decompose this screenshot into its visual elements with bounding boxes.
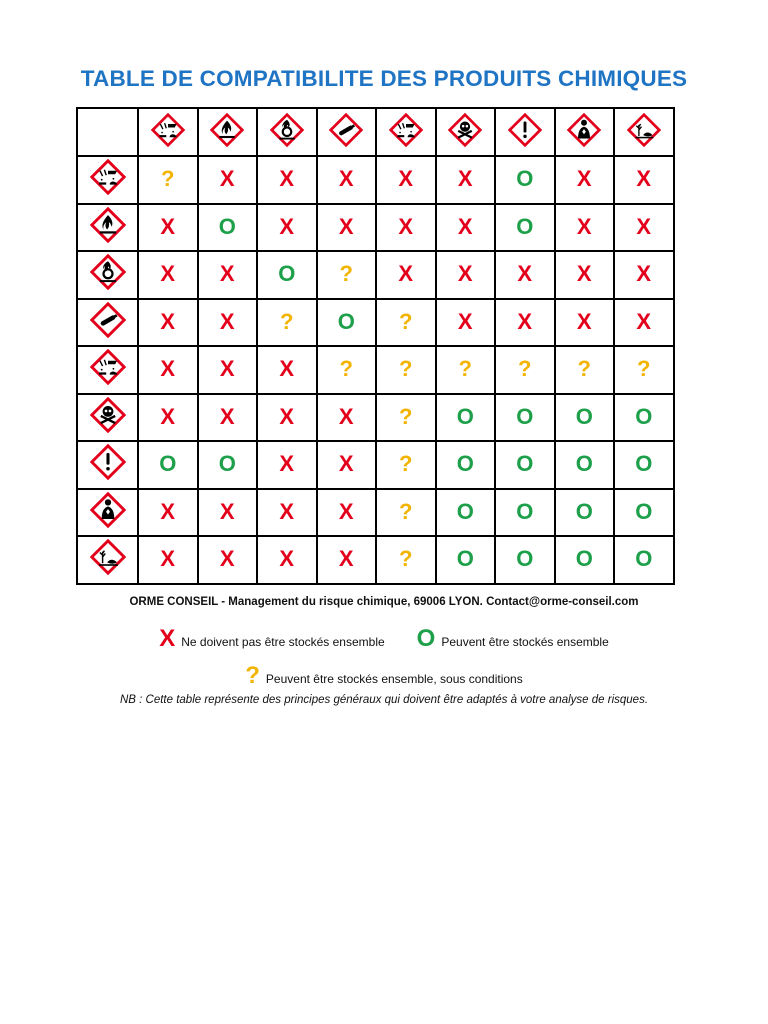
matrix-cell — [555, 346, 615, 394]
matrix-cell — [495, 204, 555, 252]
compatibility-value: X — [338, 451, 354, 477]
matrix-cell — [317, 346, 377, 394]
matrix-cell — [257, 251, 317, 299]
skull-crossbones-icon — [448, 113, 482, 147]
compatibility-value: X — [279, 546, 295, 572]
compatibility-value: X — [219, 261, 235, 287]
matrix-cell — [614, 156, 674, 204]
table-row — [77, 251, 674, 299]
compatibility-value: O — [516, 546, 534, 572]
corrosive-icon — [90, 349, 126, 385]
matrix-cell — [376, 536, 436, 584]
matrix-cell — [138, 441, 198, 489]
compatibility-value: O — [159, 451, 177, 477]
column-header — [138, 108, 198, 156]
table-row — [77, 156, 674, 204]
matrix-cell — [198, 394, 258, 442]
matrix-cell — [376, 489, 436, 537]
health-hazard-icon — [567, 113, 601, 147]
matrix-cell — [198, 251, 258, 299]
matrix-cell — [555, 299, 615, 347]
column-header — [436, 108, 496, 156]
skull-crossbones-icon — [90, 397, 126, 433]
compatibility-value: X — [398, 261, 414, 287]
matrix-cell — [257, 489, 317, 537]
matrix-cell — [555, 204, 615, 252]
compatibility-value: ? — [339, 356, 353, 382]
compatibility-value: X — [160, 213, 176, 239]
compatibility-value: O — [337, 308, 355, 334]
compatibility-value: X — [219, 546, 235, 572]
exclamation-icon — [508, 113, 542, 147]
legend-q-text: Peuvent être stockés ensemble, sous conditions — [265, 672, 523, 686]
compatibility-value: O — [516, 451, 534, 477]
compatibility-value: O — [575, 403, 593, 429]
compatibility-value: X — [279, 356, 295, 382]
table-row — [77, 394, 674, 442]
legend-x-text: Ne doivent pas être stockés ensemble — [181, 635, 385, 649]
compatibility-value: X — [219, 356, 235, 382]
matrix-cell — [376, 299, 436, 347]
compatibility-value: O — [516, 213, 534, 239]
flammable-icon — [90, 207, 126, 243]
compatibility-value: O — [635, 403, 653, 429]
matrix-cell — [317, 204, 377, 252]
compatibility-value: X — [457, 308, 473, 334]
row-header — [77, 204, 138, 252]
matrix-cell — [198, 441, 258, 489]
gas-cylinder-icon — [90, 302, 126, 338]
compatibility-value: ? — [399, 546, 413, 572]
matrix-cell — [495, 156, 555, 204]
footer-credit: ORME CONSEIL - Management du risque chimique, 69006 LYON. Contact@orme-conseil.com — [129, 596, 639, 608]
matrix-cell — [376, 346, 436, 394]
compatibility-value: O — [218, 451, 236, 477]
matrix-cell — [317, 251, 377, 299]
matrix-cell — [495, 251, 555, 299]
matrix-cell — [138, 299, 198, 347]
matrix-cell — [436, 251, 496, 299]
matrix-cell — [436, 394, 496, 442]
compatibility-table — [76, 107, 675, 585]
matrix-cell — [495, 441, 555, 489]
compatibility-value: ? — [399, 498, 413, 524]
compatibility-value: ? — [577, 356, 591, 382]
matrix-cell — [495, 536, 555, 584]
column-header — [495, 108, 555, 156]
row-header — [77, 489, 138, 537]
matrix-cell — [614, 204, 674, 252]
matrix-cell — [614, 394, 674, 442]
compatibility-value: O — [456, 546, 474, 572]
compatibility-value: X — [279, 498, 295, 524]
compatibility-value: X — [219, 498, 235, 524]
matrix-cell — [436, 441, 496, 489]
row-header — [77, 299, 138, 347]
nb-note: NB : Cette table représente des principes généraux qui doivent être adaptés à votre analyse de risques. — [119, 694, 649, 706]
environment-icon — [627, 113, 661, 147]
legend-row-2 — [0, 664, 768, 688]
compatibility-value: ? — [518, 356, 532, 382]
matrix-cell — [138, 536, 198, 584]
row-header — [77, 251, 138, 299]
compatibility-value: ? — [339, 261, 353, 287]
matrix-cell — [555, 489, 615, 537]
legend-q-symbol: ? — [245, 662, 260, 689]
corrosive-icon — [389, 113, 423, 147]
compatibility-value: O — [456, 498, 474, 524]
matrix-cell — [198, 156, 258, 204]
compatibility-value: O — [516, 498, 534, 524]
compatibility-value: ? — [399, 308, 413, 334]
compatibility-value: X — [160, 546, 176, 572]
compatibility-value: ? — [399, 356, 413, 382]
compatibility-value: ? — [161, 166, 175, 192]
legend-conditional — [245, 664, 522, 688]
matrix-cell — [198, 299, 258, 347]
column-header — [555, 108, 615, 156]
row-header — [77, 536, 138, 584]
compatibility-value: X — [279, 166, 295, 192]
matrix-cell — [495, 346, 555, 394]
compatibility-value: O — [575, 546, 593, 572]
matrix-cell — [614, 251, 674, 299]
compatibility-value: X — [279, 451, 295, 477]
matrix-cell — [614, 489, 674, 537]
matrix-cell — [495, 394, 555, 442]
matrix-cell — [257, 204, 317, 252]
matrix-cell — [138, 346, 198, 394]
oxidizing-icon — [90, 254, 126, 290]
matrix-cell — [138, 156, 198, 204]
compatibility-value: X — [576, 261, 592, 287]
compatibility-value: X — [219, 403, 235, 429]
compatibility-value: X — [636, 213, 652, 239]
matrix-cell — [436, 536, 496, 584]
matrix-cell — [138, 489, 198, 537]
oxidizing-icon — [270, 113, 304, 147]
page-title: TABLE DE COMPATIBILITE DES PRODUITS CHIMIQUES — [80, 66, 688, 91]
compatibility-value: O — [516, 403, 534, 429]
matrix-cell — [198, 489, 258, 537]
matrix-cell — [317, 299, 377, 347]
matrix-cell — [436, 156, 496, 204]
compatibility-value: X — [576, 308, 592, 334]
compatibility-value: X — [338, 498, 354, 524]
compatibility-value: ? — [458, 356, 472, 382]
compatibility-value: X — [636, 261, 652, 287]
matrix-cell — [376, 441, 436, 489]
legend-o-text: Peuvent être stockés ensemble — [441, 635, 609, 649]
compatibility-value: X — [517, 261, 533, 287]
matrix-cell — [317, 489, 377, 537]
compatibility-value: X — [279, 403, 295, 429]
compatibility-value: X — [279, 213, 295, 239]
row-header — [77, 394, 138, 442]
environment-icon — [90, 539, 126, 575]
compatibility-value: X — [338, 213, 354, 239]
table-corner — [77, 108, 138, 156]
compatibility-value: X — [338, 403, 354, 429]
compatibility-value: X — [160, 308, 176, 334]
compatibility-value: O — [516, 166, 534, 192]
compatibility-value: X — [636, 308, 652, 334]
legend-o-symbol: O — [416, 625, 436, 652]
corrosive-icon — [151, 113, 185, 147]
compatibility-value: ? — [280, 308, 294, 334]
compatibility-value: X — [398, 166, 414, 192]
matrix-cell — [317, 156, 377, 204]
matrix-cell — [138, 394, 198, 442]
compatibility-value: ? — [399, 451, 413, 477]
row-header — [77, 346, 138, 394]
matrix-cell — [436, 204, 496, 252]
matrix-cell — [138, 251, 198, 299]
matrix-cell — [257, 346, 317, 394]
legend-row-1 — [0, 627, 768, 651]
table-row — [77, 441, 674, 489]
matrix-cell — [555, 441, 615, 489]
matrix-cell — [257, 299, 317, 347]
matrix-cell — [198, 204, 258, 252]
matrix-cell — [495, 299, 555, 347]
matrix-cell — [257, 441, 317, 489]
flammable-icon — [210, 113, 244, 147]
compatibility-value: X — [457, 261, 473, 287]
column-header — [317, 108, 377, 156]
compatibility-value: X — [576, 166, 592, 192]
compatibility-value: X — [160, 356, 176, 382]
column-header — [376, 108, 436, 156]
exclamation-icon — [90, 444, 126, 480]
matrix-cell — [317, 441, 377, 489]
column-header — [198, 108, 258, 156]
corrosive-icon — [90, 159, 126, 195]
table-row — [77, 346, 674, 394]
matrix-cell — [555, 394, 615, 442]
matrix-cell — [614, 299, 674, 347]
legend-incompatible — [159, 627, 384, 651]
health-hazard-icon — [90, 492, 126, 528]
matrix-cell — [138, 204, 198, 252]
compatibility-value: X — [160, 261, 176, 287]
matrix-cell — [376, 394, 436, 442]
matrix-cell — [436, 346, 496, 394]
compatibility-value: O — [456, 403, 474, 429]
compatibility-value: X — [160, 498, 176, 524]
matrix-cell — [555, 156, 615, 204]
matrix-cell — [614, 536, 674, 584]
matrix-cell — [376, 156, 436, 204]
matrix-cell — [376, 251, 436, 299]
compatibility-value: O — [635, 451, 653, 477]
matrix-cell — [257, 536, 317, 584]
matrix-cell — [495, 489, 555, 537]
compatibility-value: X — [338, 166, 354, 192]
matrix-cell — [555, 251, 615, 299]
matrix-cell — [614, 346, 674, 394]
matrix-cell — [317, 394, 377, 442]
compatibility-value: O — [218, 213, 236, 239]
table-row — [77, 299, 674, 347]
matrix-cell — [198, 346, 258, 394]
compatibility-value: X — [457, 166, 473, 192]
compatibility-value: X — [636, 166, 652, 192]
row-header — [77, 441, 138, 489]
row-header — [77, 156, 138, 204]
compatibility-value: O — [635, 498, 653, 524]
legend-compatible — [417, 627, 609, 651]
table-row — [77, 536, 674, 584]
table-row — [77, 204, 674, 252]
column-header — [614, 108, 674, 156]
matrix-cell — [198, 536, 258, 584]
matrix-cell — [436, 489, 496, 537]
compatibility-value: X — [517, 308, 533, 334]
compatibility-value: O — [575, 451, 593, 477]
compatibility-value: O — [278, 261, 296, 287]
compatibility-value: X — [160, 403, 176, 429]
matrix-cell — [555, 536, 615, 584]
matrix-cell — [257, 394, 317, 442]
matrix-cell — [257, 156, 317, 204]
legend-x-symbol: X — [159, 625, 176, 652]
column-header — [257, 108, 317, 156]
matrix-cell — [436, 299, 496, 347]
matrix-cell — [614, 441, 674, 489]
compatibility-value: O — [635, 546, 653, 572]
compatibility-value: X — [219, 308, 235, 334]
compatibility-value: O — [575, 498, 593, 524]
compatibility-value: X — [338, 546, 354, 572]
gas-cylinder-icon — [329, 113, 363, 147]
compatibility-value: ? — [399, 403, 413, 429]
compatibility-value: X — [457, 213, 473, 239]
compatibility-value: ? — [637, 356, 651, 382]
compatibility-value: O — [456, 451, 474, 477]
compatibility-value: X — [576, 213, 592, 239]
matrix-cell — [317, 536, 377, 584]
compatibility-value: X — [398, 213, 414, 239]
compatibility-value: X — [219, 166, 235, 192]
matrix-cell — [376, 204, 436, 252]
table-row — [77, 489, 674, 537]
